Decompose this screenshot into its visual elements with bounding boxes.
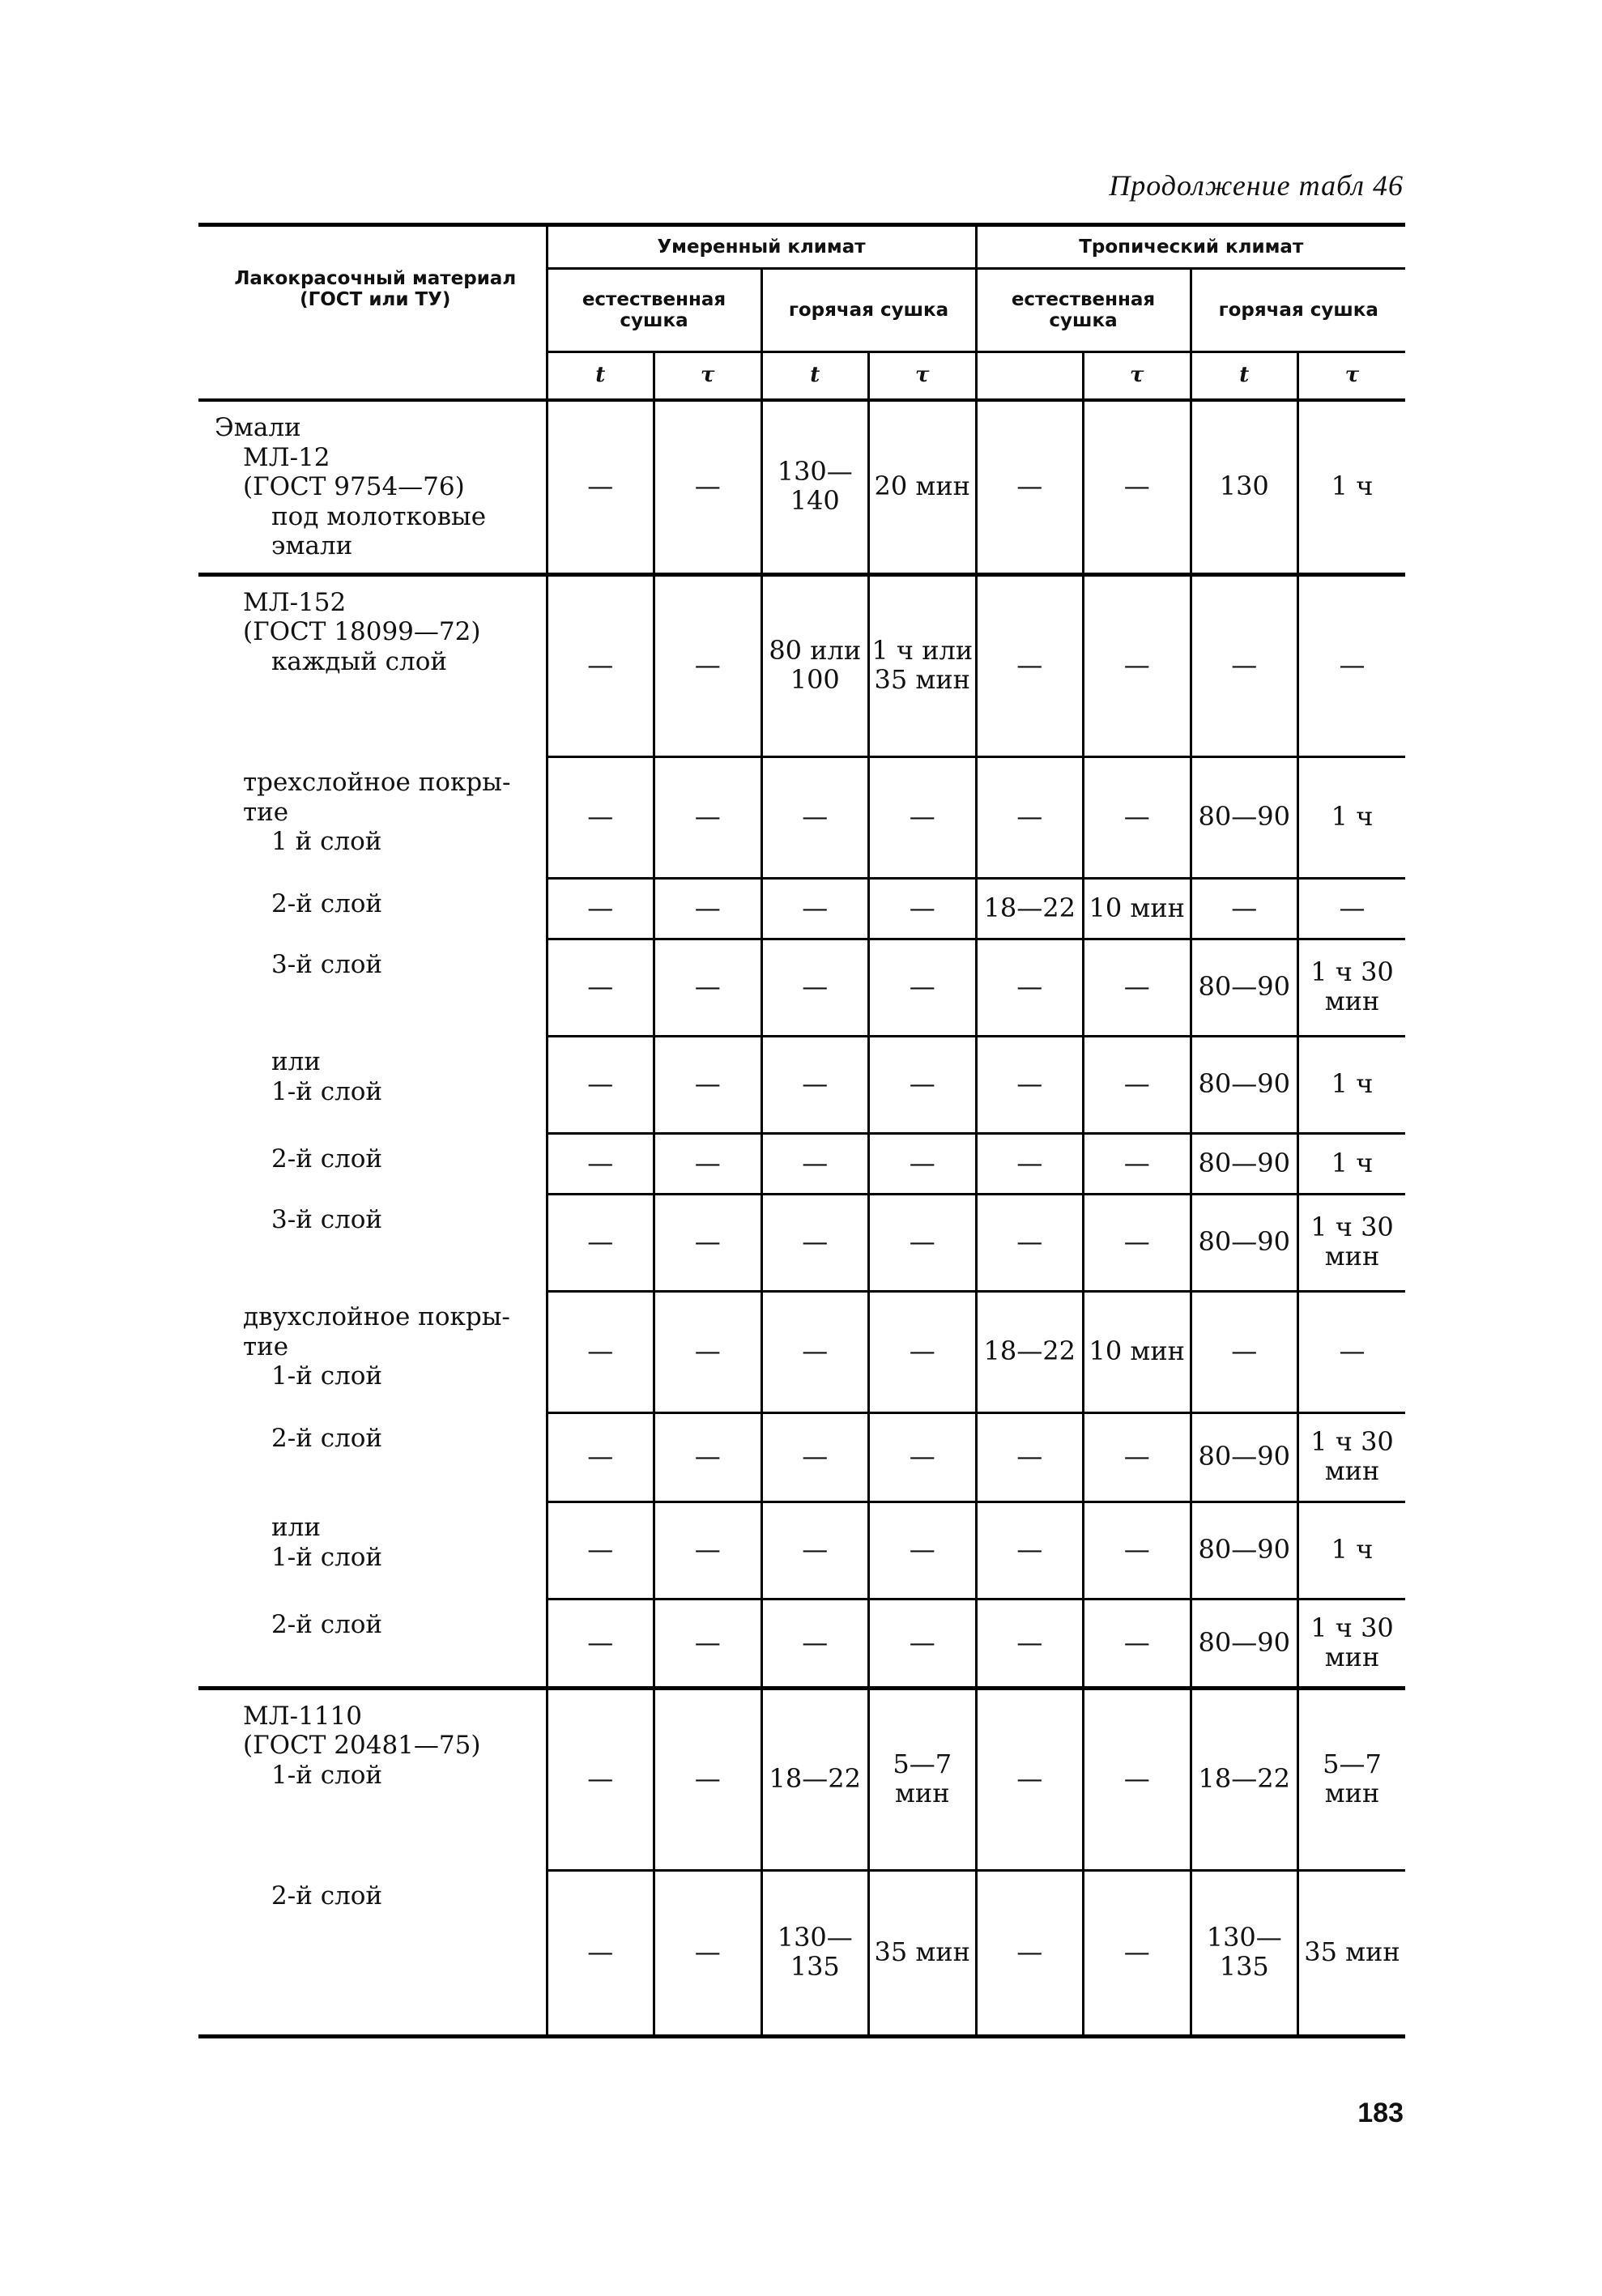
tropical-hot-tau-cell: 1 ч bbox=[1298, 400, 1406, 574]
tropical-hot-tau-cell: 1 ч 30 мин bbox=[1298, 1599, 1406, 1688]
temperate-natural-drying-header: естественная сушка bbox=[547, 269, 761, 352]
material-name-cell bbox=[198, 1502, 547, 1599]
tropical-hot-t-cell: 80—90 bbox=[1191, 1133, 1298, 1194]
tropical-natural-t-cell: — bbox=[976, 1412, 1084, 1502]
temperate-natural-tau-header: τ bbox=[654, 352, 762, 401]
temperate-natural-t-cell: — bbox=[547, 1194, 654, 1291]
table-row bbox=[198, 1194, 1405, 1291]
material-name-line: (ГОСТ 20481—75) bbox=[243, 1731, 481, 1761]
tropical-natural-tau-cell: — bbox=[1084, 1036, 1191, 1133]
temperate-hot-tau-header: τ bbox=[869, 352, 977, 401]
temperate-natural-t-cell: — bbox=[547, 939, 654, 1036]
tropical-hot-tau-cell: — bbox=[1298, 1291, 1406, 1412]
tropical-natural-tau-header: τ bbox=[1084, 352, 1191, 401]
material-name-line: 1-й слой bbox=[271, 1076, 383, 1106]
table-row bbox=[198, 574, 1405, 756]
temperate-hot-tau-cell: — bbox=[869, 939, 977, 1036]
tropical-natural-t-cell: — bbox=[976, 1133, 1084, 1194]
table-row bbox=[198, 400, 1405, 574]
material-name-cell bbox=[198, 1291, 547, 1412]
material-name-line: тие bbox=[243, 1331, 289, 1361]
tropical-hot-t-cell: 80—90 bbox=[1191, 1036, 1298, 1133]
temperate-hot-tau-cell: — bbox=[869, 1599, 977, 1688]
tropical-natural-t-cell: — bbox=[976, 1194, 1084, 1291]
drying-modes-table bbox=[198, 223, 1405, 2038]
temperate-hot-t-cell: 130—140 bbox=[761, 400, 869, 574]
tropical-hot-t-cell: 130—135 bbox=[1191, 1870, 1298, 2036]
material-name-cell bbox=[198, 1194, 547, 1291]
tropical-natural-t-cell: — bbox=[976, 1688, 1084, 1870]
material-name-line: 2-й слой bbox=[271, 1881, 383, 1910]
temperate-hot-tau-cell: 1 ч или 35 мин bbox=[869, 574, 977, 756]
temperate-hot-t-cell: — bbox=[761, 1599, 869, 1688]
material-name-cell bbox=[198, 1599, 547, 1688]
temperate-hot-tau-cell: — bbox=[869, 1502, 977, 1599]
temperate-natural-tau-cell: — bbox=[654, 1870, 762, 2036]
material-name-line: 3-й слой bbox=[271, 950, 383, 979]
table-row bbox=[198, 1870, 1405, 2036]
tropical-hot-tau-cell: 1 ч 30 мин bbox=[1298, 1194, 1406, 1291]
tropical-hot-tau-cell: 1 ч 30 мин bbox=[1298, 939, 1406, 1036]
temperate-hot-t-header: t bbox=[761, 352, 869, 401]
temperate-natural-t-cell: — bbox=[547, 1133, 654, 1194]
material-name-line: МЛ-12 bbox=[243, 442, 330, 472]
material-name-cell bbox=[198, 400, 547, 574]
material-name-cell bbox=[198, 756, 547, 878]
temperate-natural-tau-cell: — bbox=[654, 1291, 762, 1412]
temperate-hot-tau-cell: — bbox=[869, 756, 977, 878]
temperate-natural-t-cell: — bbox=[547, 1412, 654, 1502]
material-name-line: 2-й слой bbox=[271, 1144, 383, 1174]
tropical-natural-t-cell: — bbox=[976, 1599, 1084, 1688]
tropical-natural-t-header bbox=[976, 352, 1084, 401]
material-name-cell bbox=[198, 574, 547, 756]
material-name-line: двухслойное покры- bbox=[243, 1302, 510, 1331]
temperate-natural-t-cell: — bbox=[547, 1502, 654, 1599]
tropical-natural-tau-cell: — bbox=[1084, 1412, 1191, 1502]
temperate-hot-t-cell: — bbox=[761, 1133, 869, 1194]
temperate-natural-tau-cell: — bbox=[654, 1688, 762, 1870]
table-row bbox=[198, 1502, 1405, 1599]
tropical-natural-tau-cell: — bbox=[1084, 1688, 1191, 1870]
material-name-line: Эмали bbox=[215, 413, 301, 442]
tropical-hot-t-cell: 80—90 bbox=[1191, 1599, 1298, 1688]
temperate-climate-header: Умеренный климат bbox=[547, 225, 976, 269]
tropical-natural-tau-cell: — bbox=[1084, 1599, 1191, 1688]
temperate-natural-tau-cell: — bbox=[654, 1133, 762, 1194]
temperate-hot-drying-header: горячая сушка bbox=[761, 269, 976, 352]
material-name-cell bbox=[198, 939, 547, 1036]
temperate-hot-t-cell: — bbox=[761, 1194, 869, 1291]
material-column-header: Лакокрасочный материал (ГОСТ или ТУ) bbox=[198, 225, 547, 352]
material-name-line: 2-й слой bbox=[271, 1610, 383, 1639]
material-name-line: (ГОСТ 18099—72) bbox=[243, 617, 481, 647]
temperate-hot-t-cell: 18—22 bbox=[761, 1688, 869, 1870]
tropical-natural-t-cell: — bbox=[976, 756, 1084, 878]
temperate-hot-t-cell: 80 или 100 bbox=[761, 574, 869, 756]
tropical-hot-tau-cell: 1 ч bbox=[1298, 756, 1406, 878]
temperate-hot-tau-cell: — bbox=[869, 878, 977, 939]
table-row bbox=[198, 939, 1405, 1036]
tropical-climate-header: Тропический климат bbox=[976, 225, 1405, 269]
tropical-hot-tau-cell: — bbox=[1298, 574, 1406, 756]
temperate-natural-t-cell: — bbox=[547, 1291, 654, 1412]
tropical-hot-tau-cell: — bbox=[1298, 878, 1406, 939]
material-name-line: 1-й слой bbox=[271, 1361, 383, 1391]
temperate-hot-tau-cell: 20 мин bbox=[869, 400, 977, 574]
tropical-hot-t-cell: 80—90 bbox=[1191, 1194, 1298, 1291]
tropical-hot-t-cell: 130 bbox=[1191, 400, 1298, 574]
temperate-natural-t-cell: — bbox=[547, 1599, 654, 1688]
tropical-natural-drying-header: естественная сушка bbox=[976, 269, 1191, 352]
tropical-natural-t-cell: 18—22 bbox=[976, 878, 1084, 939]
temperate-natural-tau-cell: — bbox=[654, 1502, 762, 1599]
tropical-hot-tau-cell: 1 ч 30 мин bbox=[1298, 1412, 1406, 1502]
material-name-line: 1 й слой bbox=[271, 827, 382, 857]
table-row bbox=[198, 756, 1405, 878]
temperate-natural-t-cell: — bbox=[547, 1036, 654, 1133]
temperate-hot-tau-cell: — bbox=[869, 1291, 977, 1412]
tropical-natural-t-cell: 18—22 bbox=[976, 1291, 1084, 1412]
temperate-hot-t-cell: — bbox=[761, 1036, 869, 1133]
tropical-hot-t-cell: — bbox=[1191, 574, 1298, 756]
temperate-natural-t-cell: — bbox=[547, 574, 654, 756]
tropical-hot-tau-header: τ bbox=[1298, 352, 1406, 401]
temperate-natural-tau-cell: — bbox=[654, 878, 762, 939]
tropical-hot-t-cell: 80—90 bbox=[1191, 939, 1298, 1036]
tropical-natural-tau-cell: — bbox=[1084, 1870, 1191, 2036]
table-row bbox=[198, 1688, 1405, 1870]
material-name-line: трехслойное покры- bbox=[243, 768, 511, 797]
temperate-hot-t-cell: — bbox=[761, 878, 869, 939]
temperate-natural-tau-cell: — bbox=[654, 939, 762, 1036]
tropical-hot-t-cell: — bbox=[1191, 878, 1298, 939]
temperate-hot-tau-cell: — bbox=[869, 1133, 977, 1194]
material-symbol-spacer bbox=[198, 352, 547, 401]
tropical-hot-t-cell: 80—90 bbox=[1191, 1412, 1298, 1502]
temperate-natural-tau-cell: — bbox=[654, 1194, 762, 1291]
material-name-line: под молотковые bbox=[271, 501, 487, 531]
tropical-hot-drying-header: горячая сушка bbox=[1191, 269, 1405, 352]
tropical-hot-tau-cell: 35 мин bbox=[1298, 1870, 1406, 2036]
temperate-hot-tau-cell: — bbox=[869, 1036, 977, 1133]
temperate-hot-t-cell: — bbox=[761, 756, 869, 878]
tropical-natural-tau-cell: — bbox=[1084, 939, 1191, 1036]
material-name-line: или bbox=[271, 1047, 322, 1076]
tropical-hot-t-cell: 80—90 bbox=[1191, 1502, 1298, 1599]
temperate-natural-tau-cell: — bbox=[654, 756, 762, 878]
tropical-natural-t-cell: — bbox=[976, 1870, 1084, 2036]
tropical-hot-t-cell: 18—22 bbox=[1191, 1688, 1298, 1870]
material-name-cell bbox=[198, 1688, 547, 1870]
table-row bbox=[198, 1412, 1405, 1502]
temperate-hot-tau-cell: — bbox=[869, 1412, 977, 1502]
tropical-natural-tau-cell: — bbox=[1084, 400, 1191, 574]
material-name-line: 2-й слой bbox=[271, 889, 383, 918]
temperate-natural-t-header: t bbox=[547, 352, 654, 401]
material-name-cell bbox=[198, 1133, 547, 1194]
material-name-cell bbox=[198, 1412, 547, 1502]
table-row bbox=[198, 1599, 1405, 1688]
temperate-natural-tau-cell: — bbox=[654, 1599, 762, 1688]
page-number: 183 bbox=[1357, 2098, 1404, 2128]
tropical-natural-tau-cell: 10 мин bbox=[1084, 1291, 1191, 1412]
tropical-hot-t-header: t bbox=[1191, 352, 1298, 401]
material-name-cell bbox=[198, 1870, 547, 2036]
tropical-natural-tau-cell: — bbox=[1084, 574, 1191, 756]
tropical-hot-tau-cell: 1 ч bbox=[1298, 1502, 1406, 1599]
table-row bbox=[198, 1036, 1405, 1133]
material-name-line: каждый слой bbox=[271, 646, 448, 676]
tropical-hot-t-cell: — bbox=[1191, 1291, 1298, 1412]
table-row bbox=[198, 1291, 1405, 1412]
table-caption: Продолжение табл 46 bbox=[1109, 169, 1404, 202]
tropical-natural-tau-cell: 10 мин bbox=[1084, 878, 1191, 939]
tropical-hot-t-cell: 80—90 bbox=[1191, 756, 1298, 878]
material-name-cell bbox=[198, 1036, 547, 1133]
temperate-hot-t-cell: — bbox=[761, 1412, 869, 1502]
tropical-natural-t-cell: — bbox=[976, 400, 1084, 574]
material-name-line: МЛ-1110 bbox=[243, 1701, 362, 1731]
temperate-natural-t-cell: — bbox=[547, 400, 654, 574]
tropical-natural-t-cell: — bbox=[976, 1502, 1084, 1599]
tropical-natural-tau-cell: — bbox=[1084, 1502, 1191, 1599]
material-name-line: или bbox=[271, 1513, 322, 1542]
material-name-line: тие bbox=[243, 797, 289, 827]
temperate-natural-t-cell: — bbox=[547, 756, 654, 878]
material-name-line: 2-й слой bbox=[271, 1424, 383, 1453]
temperate-hot-tau-cell: 35 мин bbox=[869, 1870, 977, 2036]
material-name-line: эмали bbox=[271, 531, 353, 561]
temperate-hot-t-cell: — bbox=[761, 1291, 869, 1412]
table-body bbox=[198, 400, 1405, 2036]
temperate-natural-t-cell: — bbox=[547, 1688, 654, 1870]
tropical-natural-tau-cell: — bbox=[1084, 1133, 1191, 1194]
material-name-line: 3-й слой bbox=[271, 1205, 383, 1234]
temperate-natural-tau-cell: — bbox=[654, 1412, 762, 1502]
tropical-natural-tau-cell: — bbox=[1084, 1194, 1191, 1291]
material-name-line: 1-й слой bbox=[271, 1542, 383, 1572]
temperate-hot-t-cell: — bbox=[761, 1502, 869, 1599]
material-name-line: (ГОСТ 9754—76) bbox=[243, 472, 465, 502]
table-row bbox=[198, 878, 1405, 939]
tropical-natural-tau-cell: — bbox=[1084, 756, 1191, 878]
temperate-hot-t-cell: — bbox=[761, 939, 869, 1036]
temperate-natural-tau-cell: — bbox=[654, 1036, 762, 1133]
material-name-line: МЛ-152 bbox=[243, 587, 347, 617]
temperate-natural-t-cell: — bbox=[547, 878, 654, 939]
tropical-natural-t-cell: — bbox=[976, 939, 1084, 1036]
tropical-natural-t-cell: — bbox=[976, 1036, 1084, 1133]
temperate-natural-t-cell: — bbox=[547, 1870, 654, 2036]
tropical-natural-t-cell: — bbox=[976, 574, 1084, 756]
tropical-hot-tau-cell: 5—7 мин bbox=[1298, 1688, 1406, 1870]
material-name-cell bbox=[198, 878, 547, 939]
tropical-hot-tau-cell: 1 ч bbox=[1298, 1036, 1406, 1133]
temperate-hot-tau-cell: — bbox=[869, 1194, 977, 1291]
tropical-hot-tau-cell: 1 ч bbox=[1298, 1133, 1406, 1194]
temperate-hot-t-cell: 130—135 bbox=[761, 1870, 869, 2036]
table-row bbox=[198, 1133, 1405, 1194]
temperate-natural-tau-cell: — bbox=[654, 574, 762, 756]
temperate-hot-tau-cell: 5—7 мин bbox=[869, 1688, 977, 1870]
material-name-line: 1-й слой bbox=[271, 1760, 383, 1790]
temperate-natural-tau-cell: — bbox=[654, 400, 762, 574]
